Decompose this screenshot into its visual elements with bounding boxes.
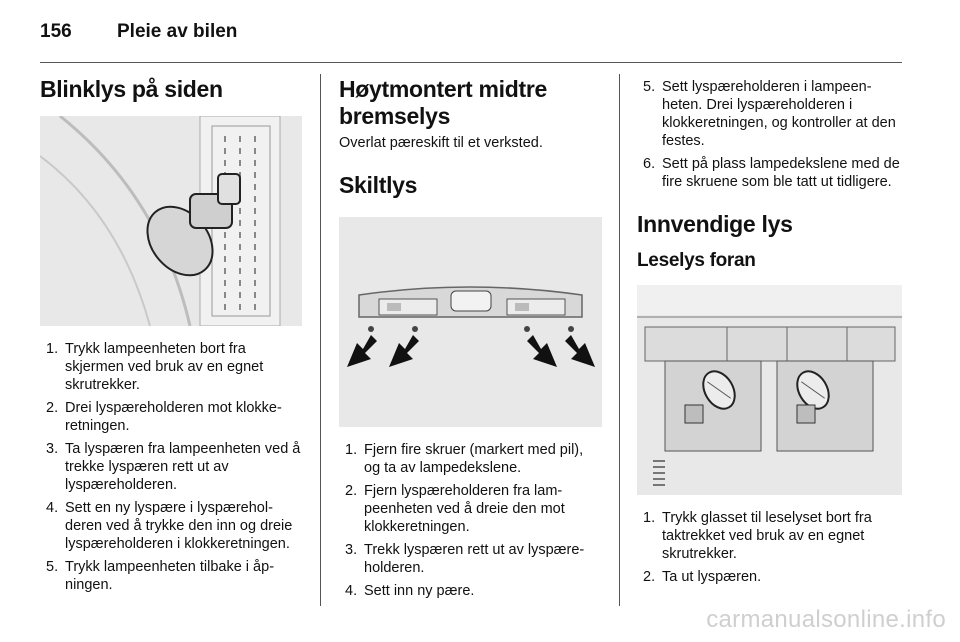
subheading-leselys-foran: Leselys foran [637, 250, 756, 271]
page-header [40, 18, 902, 63]
list-item: 3. Trekk lyspæren rett ut av lyspæreholderen. [345, 542, 585, 576]
section-heading-innvendige-lys: Innvendige lys [637, 211, 793, 237]
list-item: 2. Ta ut lyspæren. [643, 569, 762, 585]
steps-list [339, 441, 602, 600]
side-indicator-illustration [40, 116, 302, 326]
list-item: 4. Sett inn ny pære. [345, 583, 475, 599]
reading-light-illustration [637, 285, 902, 495]
section-heading-blinklys: Blinklys på siden [40, 76, 223, 102]
steps-list [40, 340, 304, 594]
list-item: 4. Sett en ny lyspære i lyspæreholderen ved å trykke den inn og dreie lyspæreholderen i klokkeretningen. [46, 500, 293, 552]
column-innvendige-lys [637, 72, 902, 591]
list-item: 5. Sett lyspæreholderen i lampeenheten. Drei lyspæreholderen i klokkeretningen, og kontroller at den festes. [643, 79, 896, 149]
column-divider [619, 74, 620, 606]
list-item: 1. Trykk lampeenheten bort fra skjermen ved bruk av en egnet skrutrekker. [46, 341, 264, 393]
list-item: 2. Fjern lyspæreholderen fra lampeenheten ved å dreie den mot klokkeretningen. [345, 483, 565, 535]
column-divider [320, 74, 321, 606]
watermark: carmanualsonline.info [706, 606, 946, 633]
column-blinklys [40, 72, 304, 599]
section-heading-skiltlys: Skiltlys [339, 172, 418, 198]
list-item: 5. Trykk lampeenheten tilbake i åpningen. [46, 559, 275, 593]
list-item: 1. Fjern fire skruer (markert med pil), og ta av lampedekslene. [345, 442, 584, 476]
list-item: 2. Drei lyspæreholderen mot klokkeretningen. [46, 400, 282, 434]
license-plate-light-illustration [339, 217, 602, 427]
page-title: Pleie av bilen [117, 21, 238, 42]
list-item: 3. Ta lyspæren fra lampeenheten ved å trekke lyspæren rett ut av lyspæreholderen. [46, 441, 301, 493]
list-item: 1. Trykk glasset til leselyset bort fra taktrekket ved bruk av en egnet skrutrekker. [643, 510, 872, 562]
steps-list [637, 78, 902, 191]
section-heading-bremselys: Høytmontert midtre bremselys [339, 76, 548, 129]
note-text: Overlat pæreskift til et verksted. [339, 135, 543, 151]
steps-list [637, 509, 902, 586]
page-number: 156 [40, 21, 72, 42]
column-bremselys [339, 72, 602, 605]
list-item: 6. Sett på plass lampedekslene med de fire skruene som ble tatt ut tidligere. [643, 156, 900, 190]
